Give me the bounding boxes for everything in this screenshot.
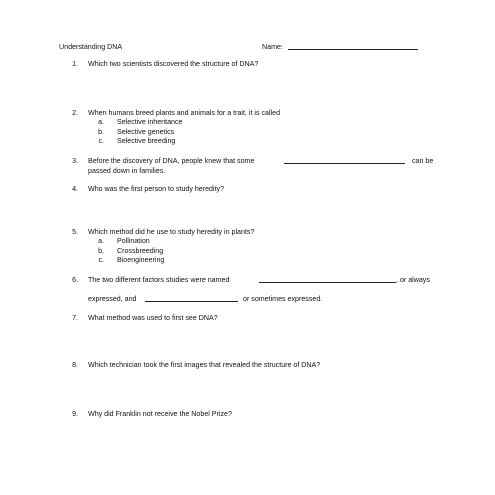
question-5-text: Which method did he use to study heredity in plants? [88,228,255,236]
question-6-text-after: , or always [396,276,430,284]
question-4-text: Who was the first person to study heredity? [88,185,225,193]
question-2-option-b-letter: b. [98,128,104,136]
question-7-text: What method was used to first see DNA? [88,314,218,322]
question-2-option-c: Selective breeding [117,137,176,145]
question-3-blank[interactable] [284,157,405,168]
question-3-line-2: passed down in families. [88,167,166,175]
question-6-line-2-before: expressed, and [88,295,137,303]
question-9-text: Why did Franklin not receive the Nobel Prize? [88,410,232,418]
question-2-option-c-letter: c. [98,137,104,145]
question-1-number: 1. [72,60,78,68]
question-6-blank-2[interactable] [145,295,238,306]
question-6-number: 6. [72,276,78,284]
question-2-option-a: Selective inheritance [117,118,183,126]
question-1-text: Which two scientists discovered the structure of DNA? [88,60,259,68]
question-3-number: 3. [72,157,78,165]
question-5-option-c: Bioengineering [117,256,165,264]
question-3-text-before: Before the discovery of DNA, people knew that some [88,157,255,165]
question-5-option-c-letter: c. [98,256,104,264]
question-5-option-b-letter: b. [98,247,104,255]
question-5-option-a-letter: a. [98,237,104,245]
worksheet-title: Understanding DNA [59,43,123,51]
name-label: Name: [262,43,283,51]
question-2-option-b: Selective genetics [117,128,175,136]
question-6-blank-1[interactable] [259,276,396,287]
question-6-text-before: The two different factors studies were named [88,276,230,284]
question-7-number: 7. [72,314,78,322]
question-3-text-after: can be [412,157,434,165]
question-8-number: 8. [72,361,78,369]
question-9-number: 9. [72,410,78,418]
question-6-line-2-after: or sometimes expressed. [243,295,323,303]
name-blank[interactable] [288,43,418,54]
question-5-option-b: Crossbreeding [117,247,164,255]
question-5-option-a: Pollination [117,237,150,245]
question-5-number: 5. [72,228,78,236]
question-4-number: 4. [72,185,78,193]
question-2-number: 2. [72,109,78,117]
question-2-option-a-letter: a. [98,118,104,126]
question-8-text: Which technician took the first images that revealed the structure of DNA? [88,361,321,369]
question-2-text: When humans breed plants and animals for a trait, it is called [88,109,281,117]
